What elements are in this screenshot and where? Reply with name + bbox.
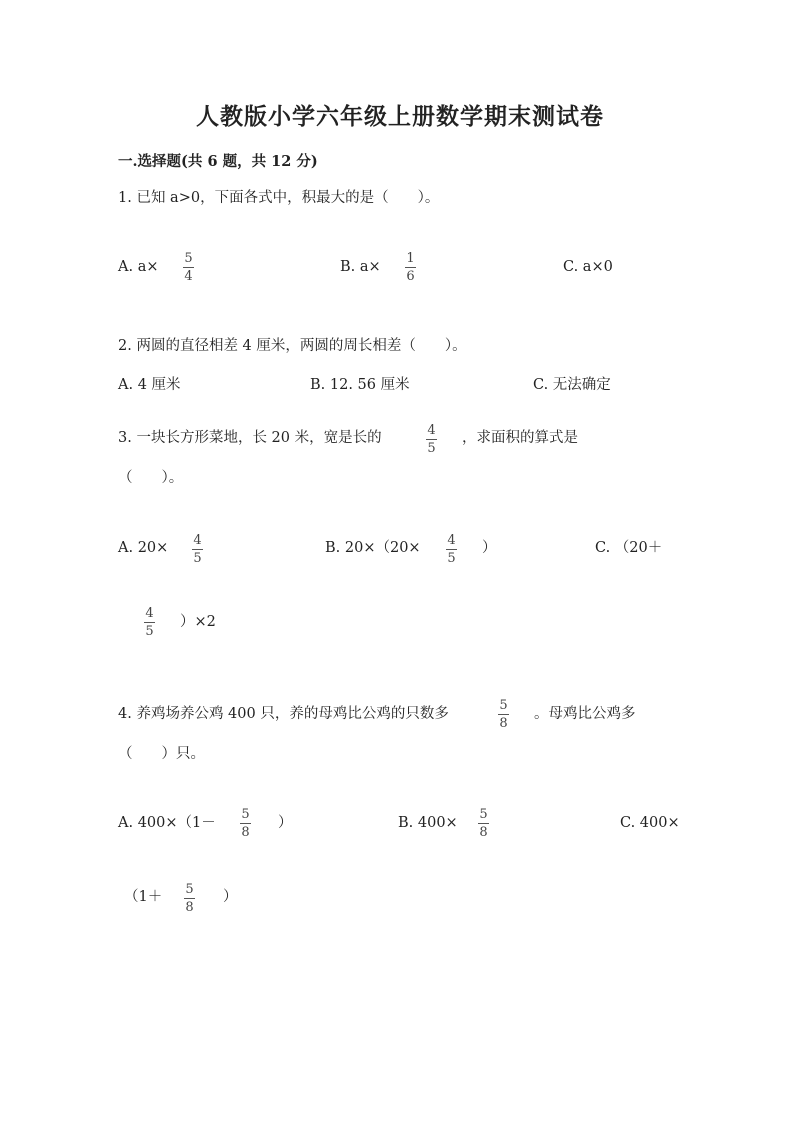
q3-option-b-close: ） [482,540,497,556]
q1-option-c: C. a×0 [563,259,613,275]
q4-option-c: C. 400× [620,815,680,831]
q4-option-a-close: ） [278,815,293,831]
q2-option-c: C. 无法确定 [533,377,611,393]
q3-stem-fraction: 4 5 [427,423,436,456]
q1-option-b-fraction: 1 6 [406,251,415,284]
q1-option-a-fraction: 5 4 [184,251,193,284]
q3-option-c-fraction: 4 5 [145,606,154,639]
q1-option-b: B. a× [340,259,381,275]
q4-option-c-open: （1＋ [124,889,163,905]
q3-option-a-fraction: 4 5 [193,533,202,566]
q4-option-b: B. 400× [398,815,458,831]
q3-option-c: C. （20＋ [595,540,663,556]
question-1-stem: 1. 已知 a>0，下面各式中，积最大的是（ ）。 [118,190,440,206]
q1-option-a: A. a× [118,259,159,275]
q4-option-c-fraction: 5 8 [185,882,194,915]
q4-option-a-fraction: 5 8 [241,807,250,840]
question-4-stem-part1: 4. 养鸡场养公鸡 400 只，养的母鸡比公鸡的只数多 [118,706,449,722]
page-title: 人教版小学六年级上册数学期末测试卷 [196,103,604,130]
section-heading: 一.选择题(共 6 题，共 12 分) [118,153,318,170]
q2-option-b: B. 12. 56 厘米 [310,377,410,393]
q4-option-a: A. 400×（1－ [118,815,216,831]
q3-option-b: B. 20×（20× [325,540,421,556]
question-3-stem-line2: （ ）。 [118,470,184,486]
q3-option-a: A. 20× [118,540,169,556]
question-3-stem-part2: ，求面积的算式是 [462,430,578,446]
question-4-stem-part2: 。母鸡比公鸡多 [534,706,636,722]
question-2-stem: 2. 两圆的直径相差 4 厘米，两圆的周长相差（ ）。 [118,338,467,354]
q3-option-b-fraction: 4 5 [447,533,456,566]
question-3-stem-part1: 3. 一块长方形菜地，长 20 米，宽是长的 [118,430,382,446]
q4-option-b-fraction: 5 8 [479,807,488,840]
question-4-stem-line2: （ ）只。 [118,746,205,762]
q4-option-c-close: ） [223,889,238,905]
q4-stem-fraction: 5 8 [499,698,508,731]
q2-option-a: A. 4 厘米 [118,377,181,393]
q3-option-c-close: ）×2 [180,614,216,630]
